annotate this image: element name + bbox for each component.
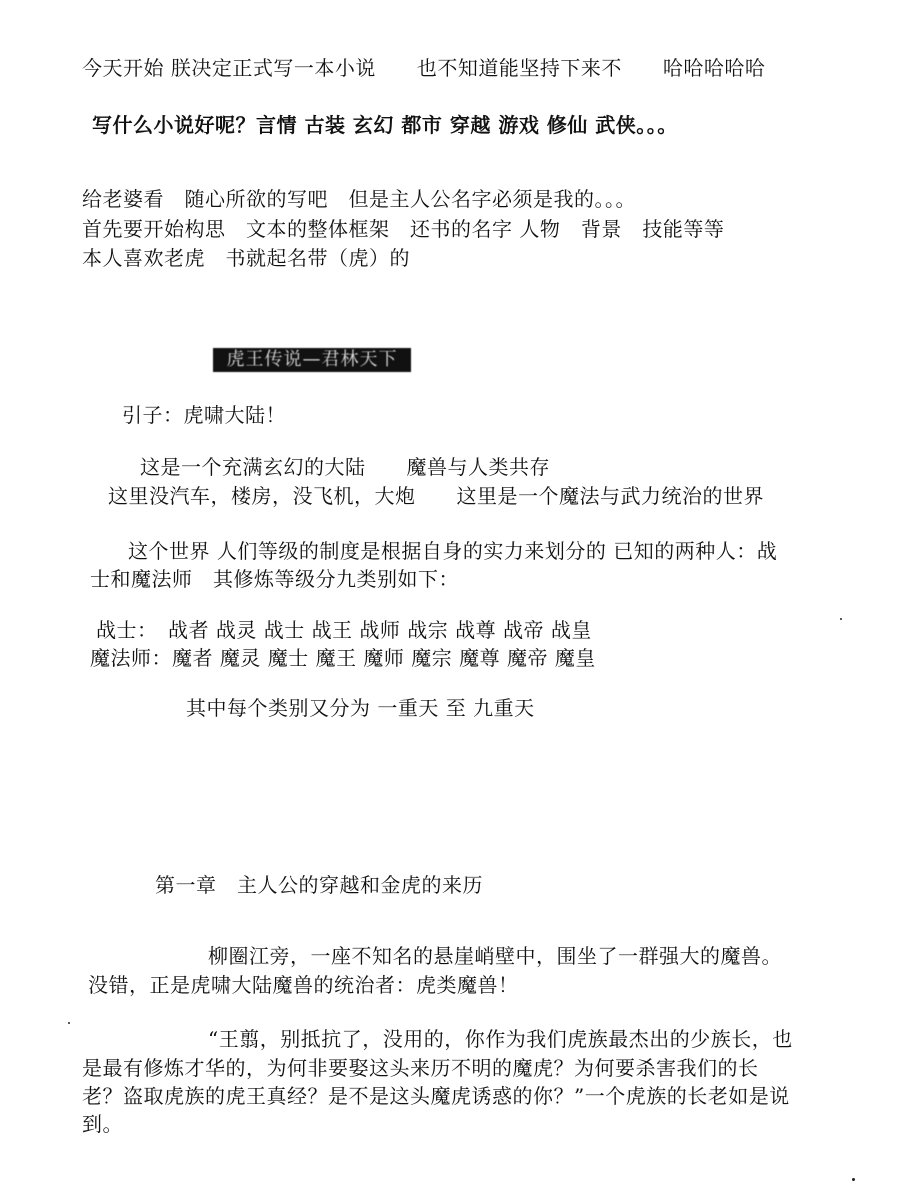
scan-speck — [852, 1178, 855, 1181]
page-line-2: 写什么小说好呢？言情 古装 玄幻 都市 穿越 游戏 修仙 武侠。。。 — [92, 113, 678, 137]
chapter-line-2: 没错，正是虎啸大陆魔兽的统治者：虎类魔兽！ — [88, 973, 519, 997]
levels-note: 其中每个类别又分为 一重天 至 九重天 — [186, 696, 535, 720]
book-title-banner: 虎王传说—君林天下 — [213, 348, 411, 372]
scan-speck — [840, 618, 842, 620]
intro-line-4: 士和魔法师 其修炼等级分九类别如下： — [90, 567, 459, 591]
intro-line-3: 这个世界 人们等级的制度是根据自身的实力来划分的 已知的两种人：战 — [128, 539, 778, 563]
page-line-3: 给老婆看 随心所欲的写吧 但是主人公名字必须是我的。。。 — [82, 187, 636, 211]
chapter-line-4: 是最有修炼才华的，为何非要娶这头来历不明的魔虎？为何要杀害我们的长 — [82, 1056, 759, 1080]
chapter-title: 第一章 主人公的穿越和金虎的来历 — [155, 873, 483, 897]
warrior-ranks: 战士： 战者 战灵 战士 战王 战师 战宗 战尊 战帝 战皇 — [96, 618, 592, 642]
page-line-1: 今天开始 朕决定正式写一本小说 也不知道能坚持下来不 哈哈哈哈哈 — [82, 56, 766, 80]
chapter-line-1: 柳圈江旁，一座不知名的悬崖峭壁中，围坐了一群强大的魔兽。 — [208, 944, 782, 968]
page-line-4: 首先要开始构思 文本的整体框架 还书的名字 人物 背景 技能等等 — [82, 217, 725, 241]
chapter-line-6: 到。 — [82, 1112, 123, 1136]
page-line-5: 本人喜欢老虎 书就起名带（虎）的 — [82, 246, 410, 270]
chapter-line-3: “王翦，别抵抗了，没用的，你作为我们虎族最杰出的少族长，也 — [208, 1027, 793, 1051]
scan-speck — [68, 1022, 70, 1024]
intro-title: 引子：虎啸大陆！ — [122, 403, 286, 427]
intro-line-2: 这里没汽车，楼房，没飞机，大炮 这里是一个魔法与武力统治的世界 — [108, 484, 764, 508]
intro-line-1: 这是一个充满玄幻的大陆 魔兽与人类共存 — [140, 455, 550, 479]
mage-ranks: 魔法师：魔者 魔灵 魔士 魔王 魔师 魔宗 魔尊 魔帝 魔皇 — [90, 646, 596, 670]
chapter-line-5: 老？盗取虎族的虎王真经？是不是这头魔虎诱惑的你？”一个虎族的长老如是说 — [82, 1084, 790, 1108]
